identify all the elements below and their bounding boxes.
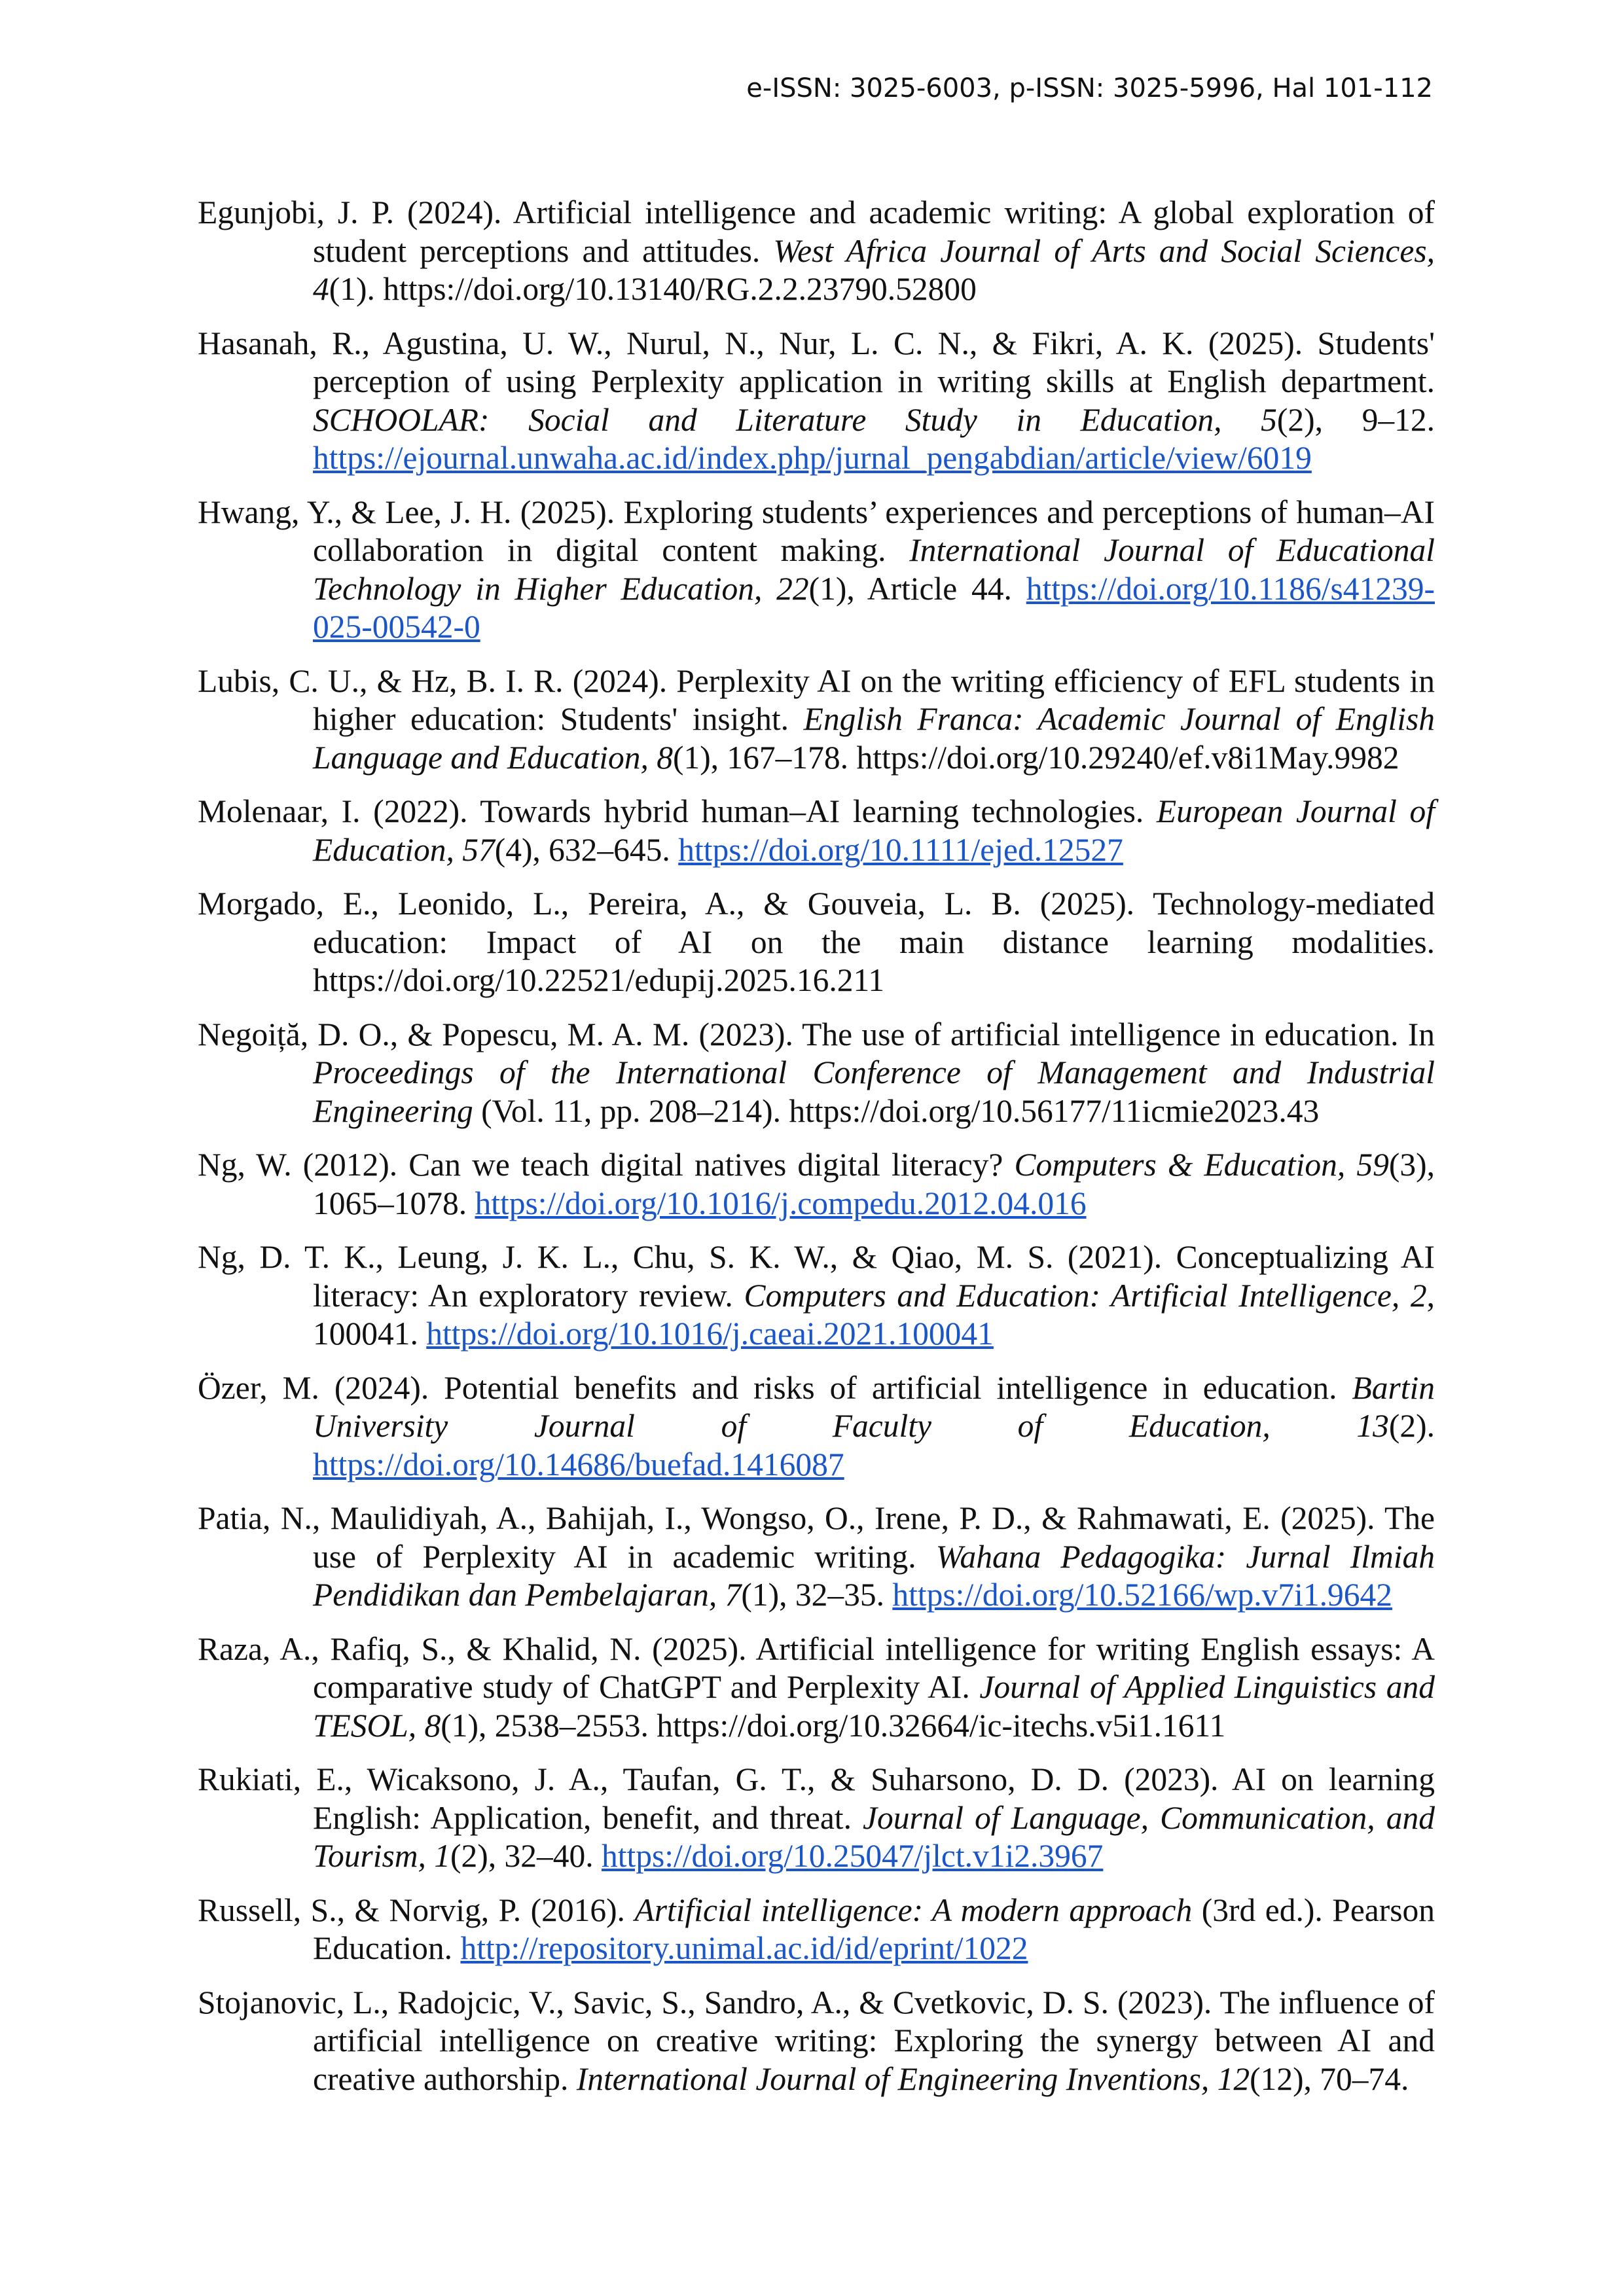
reference-text: Stojanovic, L., Radojcic, V., Savic, S., Sandro, A., & Cvetkovic, D. S. (2023). The influence of artificial intelligence on creative writing: Exploring the synergy between AI and creative authorship. [198, 1984, 1435, 2097]
reference-text: Hwang, Y., & Lee, J. H. (2025). Exploring students’ experiences and perceptions of human–AI collaboration in digital content making. [198, 493, 1435, 568]
reference-doi-link[interactable]: https://ejournal.unwaha.ac.id/index.php/jurnal_pengabdian/article/view/6019 [313, 440, 1312, 476]
reference-source: Journal of Applied Linguistics and TESOL, 8 [313, 1669, 1435, 1744]
reference-doi: https://doi.org/10.29240/ef.v8i1May.9982 [856, 739, 1399, 776]
reference-text: Morgado, E., Leonido, L., Pereira, A., & Gouveia, L. B. (2025). Technology-mediated education: Impact of AI on the main distance learning modalities. [198, 886, 1435, 960]
reference-source: Artificial intelligence: A modern approach [634, 1892, 1193, 1928]
reference-entry [198, 1146, 1435, 1223]
reference-entry [198, 194, 1435, 309]
reference-details: (1), 2538–2553. [441, 1707, 657, 1744]
reference-doi-link[interactable]: https://doi.org/10.14686/buefad.1416087 [313, 1446, 844, 1482]
reference-doi: https://doi.org/10.56177/11icmie2023.43 [789, 1092, 1320, 1129]
reference-source: Bartin University Journal of Faculty of Education, 13 [313, 1369, 1435, 1444]
reference-source: SCHOOLAR: Social and Literature Study in Education, 5 [313, 401, 1277, 438]
reference-text: Lubis, C. U., & Hz, B. I. R. (2024). Perplexity AI on the writing efficiency of EFL students in higher education: Students' insight. [198, 662, 1435, 737]
reference-source: European Journal of Education, 57 [313, 793, 1435, 868]
reference-source: Wahana Pedagogika: Jurnal Ilmiah Pendidikan dan Pembelajaran, 7 [313, 1538, 1435, 1613]
reference-details: (4), 632–645. [494, 831, 679, 868]
reference-doi: https://doi.org/10.32664/ic-itechs.v5i1.1611 [657, 1707, 1226, 1744]
reference-details: (2). [1388, 1408, 1435, 1444]
reference-doi-link[interactable]: https://doi.org/10.52166/wp.v7i1.9642 [892, 1577, 1392, 1613]
reference-entry [198, 1238, 1435, 1354]
reference-text: Raza, A., Rafiq, S., & Khalid, N. (2025). Artificial intelligence for writing English essays: A comparative study of ChatGPT and Perplexity AI. [198, 1630, 1435, 1705]
reference-source: International Journal of Engineering Inventions, 12 [576, 2060, 1250, 2097]
reference-doi-link[interactable]: http://repository.unimal.ac.id/id/eprint/1022 [460, 1930, 1028, 1966]
reference-source: English Franca: Academic Journal of English Language and Education, 8 [313, 701, 1435, 776]
reference-doi-link[interactable]: https://doi.org/10.1016/j.compedu.2012.04.016 [475, 1185, 1087, 1221]
reference-source: Journal of Language, Communication, and Tourism, 1 [313, 1799, 1435, 1874]
reference-entry [198, 793, 1435, 869]
reference-source: Computers & Education, 59 [1014, 1147, 1389, 1183]
reference-entry [198, 325, 1435, 478]
reference-text: Egunjobi, J. P. (2024). Artificial intelligence and academic writing: A global exploration of student perceptions and attitudes. [198, 194, 1435, 269]
reference-source: International Journal of Educational Technology in Higher Education, 22 [313, 532, 1435, 607]
reference-text: Ng, D. T. K., Leung, J. K. L., Chu, S. K. W., & Qiao, M. S. (2021). Conceptualizing AI literacy: An exploratory review. [198, 1239, 1435, 1314]
reference-doi-link[interactable]: https://doi.org/10.1016/j.caeai.2021.100041 [426, 1316, 994, 1352]
reference-text: Özer, M. (2024). Potential benefits and risks of artificial intelligence in education. [198, 1369, 1352, 1406]
reference-text: Patia, N., Maulidiyah, A., Bahijah, I., Wongso, O., Irene, P. D., & Rahmawati, E. (2025). The use of Perplexity AI in academic writing. [198, 1500, 1435, 1575]
reference-entry [198, 1369, 1435, 1484]
reference-doi: https://doi.org/10.13140/RG.2.2.23790.52800 [383, 271, 977, 307]
reference-doi-link[interactable]: https://doi.org/10.1186/s41239-025-00542-0 [313, 570, 1435, 645]
reference-doi-link[interactable]: https://doi.org/10.25047/jlct.v1i2.3967 [601, 1838, 1104, 1874]
reference-doi: https://doi.org/10.22521/edupij.2025.16.211 [313, 962, 885, 998]
reference-details: (1), Article 44. [808, 570, 1026, 607]
reference-details: (1), 32–35. [741, 1577, 893, 1613]
reference-text: Russell, S., & Norvig, P. (2016). [198, 1892, 635, 1928]
reference-entry [198, 1016, 1435, 1131]
reference-entry [198, 1761, 1435, 1876]
reference-entry [198, 1984, 1435, 2099]
reference-details: (3), 1065–1078. [313, 1147, 1435, 1221]
reference-entry [198, 1499, 1435, 1615]
reference-details: (Vol. 11, pp. 208–214). [473, 1092, 789, 1129]
reference-text: Ng, W. (2012). Can we teach digital natives digital literacy? [198, 1147, 1015, 1183]
reference-source: Proceedings of the International Conference of Management and Industrial Engineering [313, 1054, 1435, 1129]
reference-source: Computers and Education: Artificial Intelligence, 2 [744, 1277, 1427, 1314]
reference-details: , 100041. [313, 1277, 1435, 1352]
reference-entry [198, 885, 1435, 1000]
reference-details: (1), 167–178. [672, 739, 857, 776]
reference-doi-link[interactable]: https://doi.org/10.1111/ejed.12527 [678, 831, 1123, 868]
reference-entry [198, 493, 1435, 647]
reference-text: Hasanah, R., Agustina, U. W., Nurul, N., Nur, L. C. N., & Fikri, A. K. (2025). Students' perception of using Perplexity application in writing skills at English department. [198, 325, 1435, 399]
reference-details: (2), 32–40. [450, 1838, 602, 1874]
reference-details: (3rd ed.). Pearson Education. [313, 1892, 1435, 1966]
reference-details: (2), 9–12. [1276, 401, 1435, 438]
reference-entry [198, 1630, 1435, 1746]
reference-entry [198, 1892, 1435, 1968]
reference-source: West Africa Journal of Arts and Social Sciences, 4 [313, 232, 1435, 307]
reference-text: Molenaar, I. (2022). Towards hybrid human–AI learning technologies. [198, 793, 1157, 829]
page-header-issn: e-ISSN: 3025-6003, p-ISSN: 3025-5996, Hal 101-112 [746, 73, 1433, 103]
reference-list [198, 194, 1435, 2114]
reference-text: Negoiță, D. O., & Popescu, M. A. M. (2023). The use of artificial intelligence in education. In [198, 1016, 1435, 1052]
reference-entry [198, 662, 1435, 778]
reference-text: Rukiati, E., Wicaksono, J. A., Taufan, G. T., & Suharsono, D. D. (2023). AI on learning English: Application, benefit, and threat. [198, 1761, 1435, 1836]
reference-details: (12), 70–74. [1250, 2060, 1409, 2097]
reference-details: (1). [329, 271, 384, 307]
